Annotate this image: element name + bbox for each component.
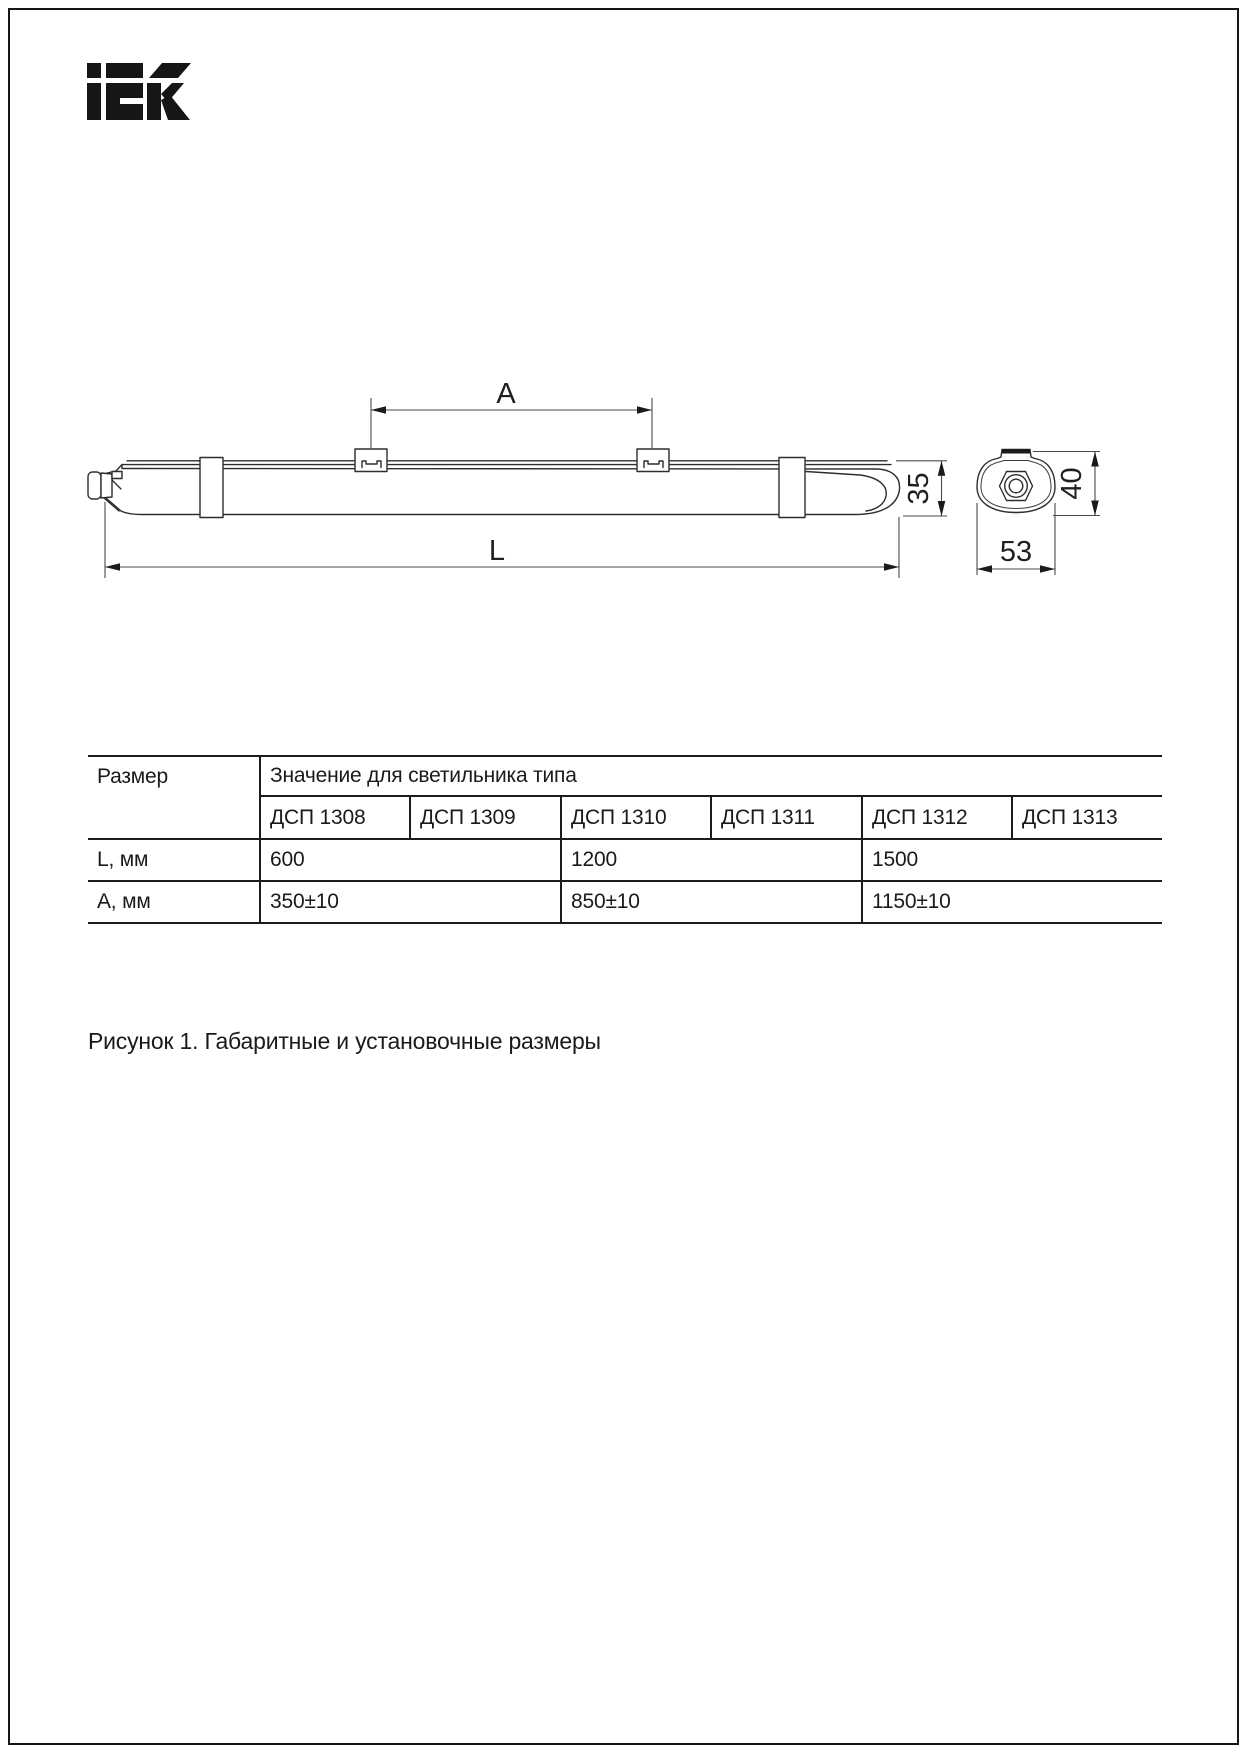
luminaire-end-view <box>977 449 1055 513</box>
mounting-value: 1150±10 <box>862 881 1162 923</box>
table-row-mounting <box>88 881 1162 923</box>
dimensions-table <box>88 755 1162 924</box>
table-model-header: ДСП 1310 <box>561 796 711 839</box>
mounting-bracket-left <box>355 449 387 472</box>
figure-drawing <box>0 0 1250 700</box>
row-label: А, мм <box>88 881 260 923</box>
length-value: 1200 <box>561 839 862 881</box>
table-model-header: ДСП 1308 <box>260 796 410 839</box>
table-header-values: Значение для светильника типа <box>260 756 1162 796</box>
luminaire-side-view <box>88 449 900 518</box>
figure-caption: Рисунок 1. Габаритные и установочные размеры <box>88 1028 601 1054</box>
table-model-header: ДСП 1311 <box>711 796 862 839</box>
length-value: 1500 <box>862 839 1162 881</box>
dimension-40-label: 40 <box>1056 467 1088 500</box>
end-clip-right <box>779 458 805 518</box>
dimension-l-label: L <box>488 535 506 567</box>
dimension-53 <box>977 503 1055 575</box>
table-model-header: ДСП 1312 <box>862 796 1012 839</box>
table-model-header: ДСП 1313 <box>1012 796 1162 839</box>
mounting-value: 350±10 <box>260 881 561 923</box>
length-value: 600 <box>260 839 561 881</box>
table-model-header: ДСП 1309 <box>410 796 561 839</box>
table-row-length <box>88 839 1162 881</box>
dimension-53-label: 53 <box>999 536 1033 568</box>
dimension-35 <box>896 461 947 516</box>
dimension-35-label: 35 <box>903 472 935 505</box>
dimension-a <box>371 378 652 448</box>
table-header-size: Размер <box>88 756 260 839</box>
end-clip-left <box>200 458 223 518</box>
gland-inner-circle <box>1009 479 1023 493</box>
mounting-value: 850±10 <box>561 881 862 923</box>
end-view-tab <box>1002 449 1030 454</box>
dimension-a-label: A <box>496 378 516 410</box>
mounting-bracket-right <box>637 449 669 472</box>
row-label: L, мм <box>88 839 260 881</box>
